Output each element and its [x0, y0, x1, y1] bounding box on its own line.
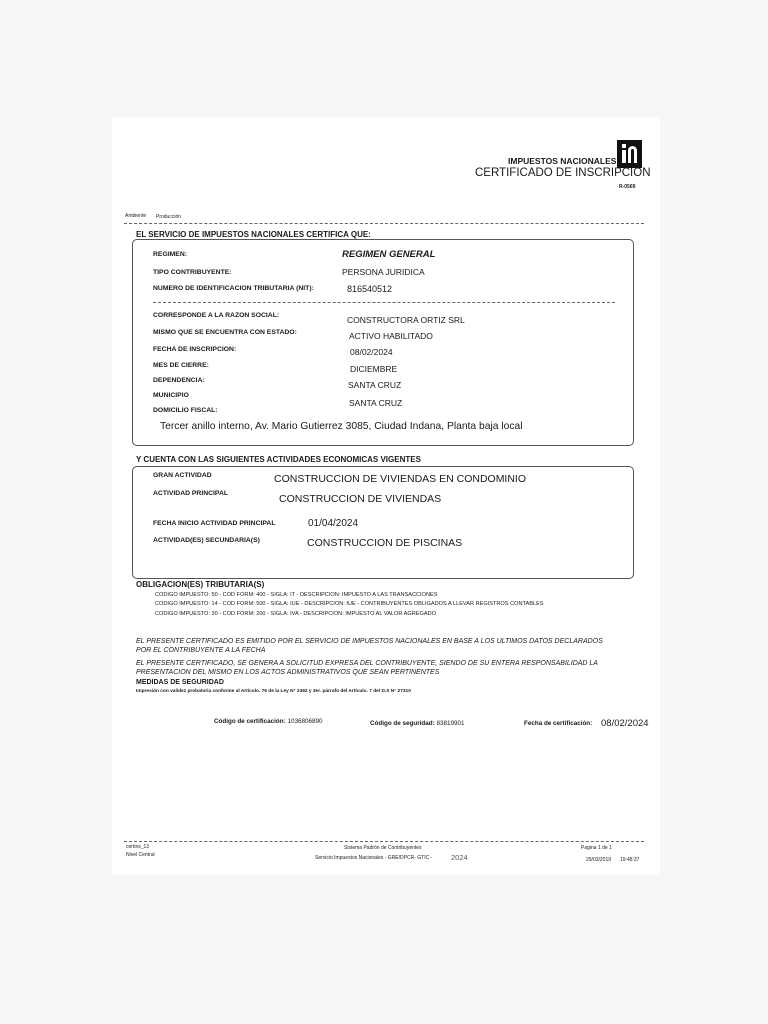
footer-divider — [124, 841, 644, 842]
codigo-seguridad — [370, 720, 465, 727]
obligaciones-title: OBLIGACION(ES) TRIBUTARIA(S) — [136, 580, 265, 589]
medidas-text: Impresión con validez probatoria conforme al Artículo. 79 de la Ley N° 2492 y 3er. párrafo del Artículo. 7 del D.S N° 27310 — [136, 689, 411, 694]
razon-value: CONSTRUCTORA ORTIZ SRL — [347, 315, 465, 325]
codigo-certificacion-label: Código de certificación: — [214, 718, 286, 725]
municipio-label: MUNICIPIO — [153, 392, 189, 399]
gran-actividad-value: CONSTRUCCION DE VIVIENDAS EN CONDOMINIO — [274, 473, 527, 485]
actividad-principal-label: ACTIVIDAD PRINCIPAL — [153, 490, 229, 497]
fecha-certificacion-label: Fecha de certificación: — [524, 720, 593, 727]
note-1-line-1: EL PRESENTE CERTIFICADO ES EMITIDO POR EL SERVICIO DE IMPUESTOS NACIONALES EN BASE A LOS ULTIMOS DATOS DECLARADOS — [136, 638, 603, 645]
note-2-line-1: EL PRESENTE CERTIFICADO, SE GENERA A SOLICITUD EXPRESA DEL CONTRIBUYENTE, SIENDO DE SU ENTERA RESPONSABILIDAD LA — [136, 660, 598, 667]
nit-value: 816540512 — [347, 284, 393, 294]
org-name: IMPUESTOS NACIONALES — [508, 156, 617, 166]
footer-page: Pagina 1 de 1 — [581, 845, 612, 851]
estado-label: MISMO QUE SE ENCUENTRA CON ESTADO: — [153, 329, 297, 336]
footer-year: 2024 — [451, 853, 468, 862]
fecha-inscripcion-value: 08/02/2024 — [350, 347, 393, 357]
note-1-line-2: POR EL CONTRIBUYENTE A LA FECHA — [136, 647, 266, 654]
fecha-inicio-value: 01/04/2024 — [308, 518, 359, 529]
ambiente-label: Ambiente — [125, 213, 147, 219]
actividad-secundaria-value: CONSTRUCCION DE PISCINAS — [307, 537, 463, 549]
impuestos-logo-icon — [617, 140, 642, 168]
divider — [153, 302, 615, 303]
footer-center-1: Sistema Padrón de Contribuyentes — [344, 845, 422, 851]
ambiente-value: Producción — [156, 214, 182, 220]
actividad-secundaria-label: ACTIVIDAD(ES) SECUNDARIA(S) — [153, 537, 260, 544]
footer-time: 19:48:37 — [620, 857, 640, 863]
codigo-seguridad-value: 83819901 — [436, 720, 465, 727]
codigo-certificacion-value: 1036806890 — [287, 718, 323, 725]
codigo-seguridad-label: Código de seguridad: — [370, 720, 435, 727]
obligacion-item: CODIGO IMPUESTO: 14 - COD FORM: 500 - SIGLA: IUE - DESCRIPCION: IUE - CONTRIBUYENTES OBLIGADOS A LLEVAR REGISTROS CONTABLES — [155, 601, 544, 607]
domicilio-value: Tercer anillo interno, Av. Mario Gutierrez 3085, Ciudad Indana, Planta baja local — [160, 421, 523, 432]
actividades-title: Y CUENTA CON LAS SIGUIENTES ACTIVIDADES ECONOMICAS VIGENTES — [136, 455, 421, 464]
tipo-value: PERSONA JURIDICA — [342, 267, 425, 277]
footer-date: 29/03/2019 — [586, 857, 612, 863]
razon-label: CORRESPONDE A LA RAZON SOCIAL: — [153, 312, 280, 319]
fecha-inscripcion-label: FECHA DE INSCRIPCION: — [153, 346, 237, 353]
fecha-inicio-label: FECHA INICIO ACTIVIDAD PRINCIPAL — [153, 520, 276, 527]
footer-left-1: certins_13 — [126, 844, 150, 850]
codigo-certificacion — [214, 718, 323, 725]
divider — [124, 223, 644, 224]
certifica-title: EL SERVICIO DE IMPUESTOS NACIONALES CERTIFICA QUE: — [136, 230, 371, 239]
medidas-title: MEDIDAS DE SEGURIDAD — [136, 679, 224, 686]
obligacion-item: CODIGO IMPUESTO: 30 - COD FORM: 200 - SIGLA: IVA - DESCRIPCION: IMPUESTO AL VALOR AGREGADO — [155, 611, 436, 617]
gran-actividad-label: GRAN ACTIVIDAD — [153, 472, 212, 479]
dependencia-value: SANTA CRUZ — [348, 380, 402, 390]
fecha-certificacion-value: 08/02/2024 — [601, 718, 649, 729]
actividad-principal-value: CONSTRUCCION DE VIVIENDAS — [279, 493, 442, 505]
estado-value: ACTIVO HABILITADO — [349, 331, 433, 341]
mes-cierre-value: DICIEMBRE — [350, 364, 398, 374]
regimen-label: REGIMEN: — [153, 251, 187, 258]
document-title: CERTIFICADO DE INSCRIPCION — [475, 167, 651, 179]
dependencia-label: DEPENDENCIA: — [153, 377, 205, 384]
footer-left-2: Nivel Central — [126, 852, 155, 858]
footer-center-2: Servicio Impuestos Nacionales - GRE/DPCR- GTIC - — [315, 855, 433, 861]
regimen-value: REGIMEN GENERAL — [342, 249, 436, 260]
note-2-line-2: PRESENTACION DEL MISMO EN LOS ACTOS ADMINISTRATIVOS QUE SEAN PERTINENTES — [136, 669, 440, 676]
nit-label: NUMERO DE IDENTIFICACION TRIBUTARIA (NIT): — [153, 285, 314, 292]
obligacion-item: CODIGO IMPUESTO: 50 - COD FORM: 400 - SIGLA: IT - DESCRIPCION: IMPUESTO A LAS TRANSACCIONES — [155, 592, 438, 598]
municipio-value: SANTA CRUZ — [349, 398, 403, 408]
mes-cierre-label: MES DE CIERRE: — [153, 362, 209, 369]
domicilio-label: DOMICILIO FISCAL: — [153, 407, 218, 414]
form-code: R-0569 — [619, 184, 636, 190]
tipo-label: TIPO CONTRIBUYENTE: — [153, 269, 232, 276]
